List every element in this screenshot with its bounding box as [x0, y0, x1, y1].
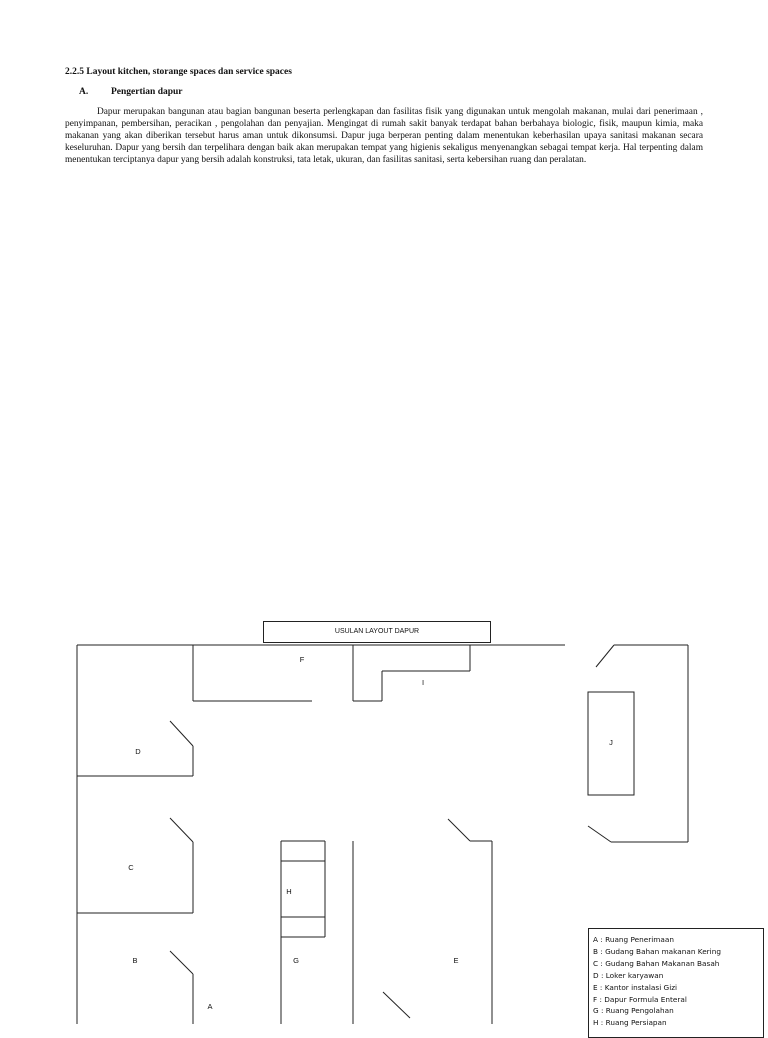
legend-item: G : Ruang Pengolahan [593, 1006, 674, 1016]
room-label-j: J [609, 738, 613, 747]
legend-item: A : Ruang Penerimaan [593, 935, 674, 944]
room-label-a: A [207, 1002, 213, 1011]
subsection-title: Pengertian dapur [111, 87, 183, 97]
room-label-f: F [299, 655, 305, 664]
section-heading: 2.2.5 Layout kitchen, storange spaces dan service spaces [65, 67, 292, 77]
room-label-c: C [128, 863, 134, 872]
subsection-letter: A. [79, 87, 89, 97]
room-label-e: E [453, 956, 459, 965]
room-label-d: D [135, 747, 141, 756]
room-legend [588, 928, 764, 1038]
kitchen-layout-diagram [0, 615, 768, 1028]
room-label-g: G [293, 956, 299, 965]
legend-item: H : Ruang Persiapan [593, 1018, 667, 1028]
legend-item: E : Kantor instalasi Gizi [593, 982, 678, 992]
legend-item: C : Gudang Bahan Makanan Basah [593, 958, 720, 968]
room-label-i: I [421, 678, 425, 687]
legend-item: F : Dapur Formula Enteral [593, 994, 687, 1004]
body-paragraph: Dapur merupakan bangunan atau bagian bangunan beserta perlengkapan dan fasilitas fisik yang digunakan untuk mengolah makanan, mulai dari penerimaan , penyimpanan, pembersihan, peracikan , pengolahan dan penyajian. Mengingat di rumah sakit banyak terdapat bahan berbahaya biologic, fisik, maupun kimia, maka makanan yang akan diberikan tersebut harus aman untuk dikonsumsi. Dapur juga berperan penting dalam menentukan keberhasilan upaya sanitasi makanan secara keseluruhan. Dapur yang bersih dan terpelihara dengan baik akan merupakan tempat yang higienis sekaligus menyenangkan sebagai tempat kerja. Hal terpenting dalam menentukan terciptanya dapur yang bersih adalah konstruksi, tata letak, ukuran, dan fasilitas sanitasi, serta kebersihan ruang dan peralatan. [65, 107, 703, 166]
diagram-title: USULAN LAYOUT DAPUR [263, 621, 491, 643]
subsection-heading [79, 87, 183, 97]
room-label-b: B [132, 956, 138, 965]
room-label-h: H [286, 887, 292, 896]
legend-item: D : Loker karyawan [593, 970, 664, 980]
legend-item: B : Gudang Bahan makanan Kering [593, 946, 721, 956]
